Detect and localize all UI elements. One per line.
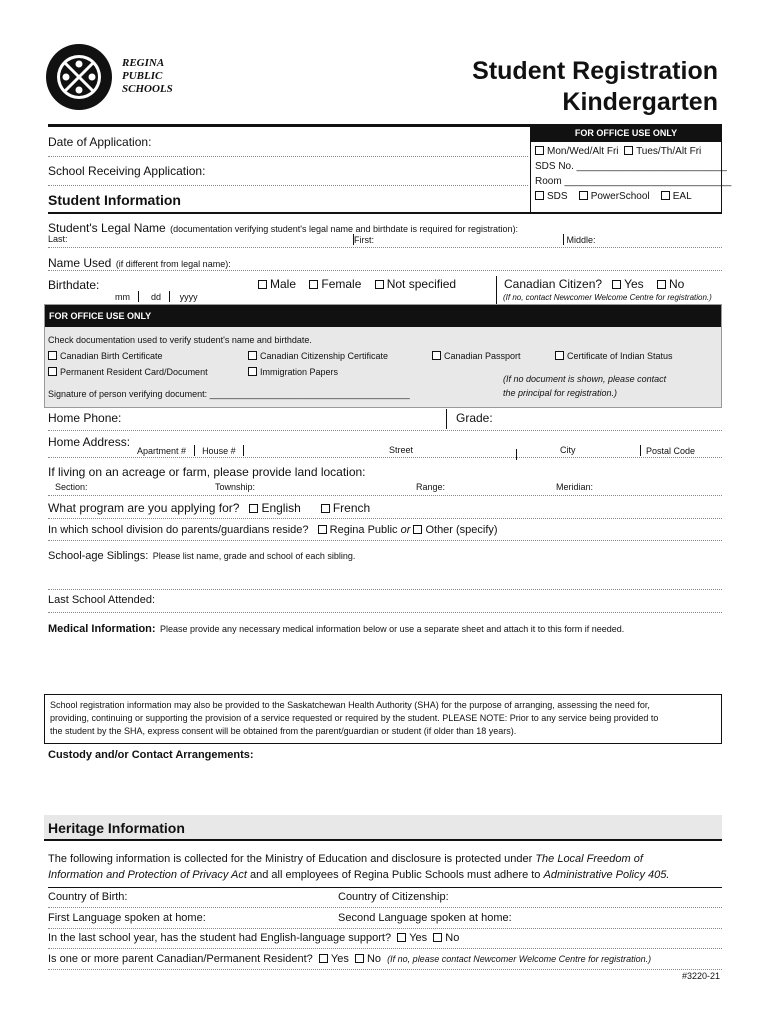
citizenship-cert-checkbox[interactable] [248, 351, 257, 360]
pr-card-label: Permanent Resident Card/Document [60, 367, 208, 377]
citizen-no-label: No [669, 277, 685, 291]
other-division-label: Other (specify) [425, 524, 498, 536]
female-label: Female [321, 277, 362, 291]
heritage-header [44, 815, 722, 841]
land-location-field[interactable] [48, 482, 722, 496]
heritage-paragraph [48, 851, 669, 883]
second-language-label[interactable]: Second Language spoken at home: [338, 912, 512, 924]
school-receiving-label: School Receiving Application: [48, 164, 206, 178]
org-line3: SCHOOLS [122, 83, 173, 95]
postal-label: Postal Code [646, 446, 696, 456]
student-info-rule [48, 212, 722, 214]
no-doc-line2: the principal for registration.) [503, 388, 618, 398]
student-info-heading: Student Information [48, 192, 181, 208]
citizen-question [504, 277, 684, 291]
passport-label: Canadian Passport [444, 351, 521, 361]
male-label: Male [270, 277, 297, 291]
not-specified-label: Not specified [386, 277, 457, 291]
acreage-label: If living on an acreage or farm, please provide land location: [48, 465, 366, 479]
range-label: Range: [416, 482, 446, 492]
township-label: Township: [215, 482, 256, 492]
ell-no-label: No [445, 932, 460, 944]
parent-note: (If no, please contact Newcomer Welcome Centre for registration.) [387, 954, 652, 964]
meridian-label: Meridian: [556, 482, 594, 492]
org-line2: PUBLIC [122, 70, 163, 82]
form-number: #3220-21 [681, 971, 720, 981]
sds-checkbox[interactable] [535, 191, 544, 200]
grade-label: Grade: [456, 411, 493, 425]
division-question: In which school division do parents/guardians reside? [48, 524, 309, 536]
sha-line1: School registration information may also be provided to the Saskatchewan Health Authority (SHA) for the purpose of arranging, assessing the need for, [50, 700, 650, 710]
parent-yes-checkbox[interactable] [319, 954, 328, 963]
male-checkbox[interactable] [258, 280, 267, 289]
city-label: City [560, 445, 576, 455]
birthdate-format[interactable] [115, 291, 198, 302]
first-name-label: First: [354, 235, 374, 245]
title-line1: Student Registration [472, 57, 718, 85]
program-question: What program are you applying for? [48, 501, 240, 515]
medical-field[interactable] [48, 619, 722, 689]
last-name-label: Last: [48, 234, 68, 244]
other-division-checkbox[interactable] [413, 525, 422, 534]
custody-field[interactable] [48, 749, 722, 809]
no-doc-note [503, 372, 666, 400]
heritage-rule [48, 887, 722, 888]
legal-name-note: (documentation verifying student's legal name and birthdate is required for registration): [170, 224, 519, 234]
school-receiving-field[interactable] [48, 164, 528, 186]
office-box-title: FOR OFFICE USE ONLY [531, 125, 721, 142]
date-of-application-label: Date of Application: [48, 135, 152, 149]
english-label: English [261, 501, 301, 515]
regina-public-label: Regina Public [329, 524, 398, 536]
ell-question: In the last school year, has the student had English-language support? [48, 932, 392, 944]
not-specified-checkbox[interactable] [375, 280, 384, 289]
program-row [48, 501, 722, 519]
powerschool-label: PowerSchool [590, 191, 650, 202]
page-title [472, 56, 718, 118]
mon-wed-checkbox[interactable] [535, 146, 544, 155]
home-phone-label: Home Phone: [48, 411, 122, 425]
logo-emblem-icon [44, 42, 114, 112]
mm-label: mm [115, 292, 130, 302]
immigration-checkbox[interactable] [248, 367, 257, 376]
room-field[interactable]: Room ______________________________ [535, 176, 732, 187]
birth-cert-checkbox[interactable] [48, 351, 57, 360]
sds-label: SDS [547, 191, 568, 202]
birth-cert-label: Canadian Birth Certificate [60, 351, 163, 361]
org-line1: REGINA [122, 57, 165, 69]
heritage-p2a: Information and Protection of Privacy Act [48, 869, 247, 881]
siblings-label: School-age Siblings: [48, 550, 149, 562]
french-checkbox[interactable] [321, 504, 330, 513]
citizen-label: Canadian Citizen? [504, 277, 603, 291]
heritage-p2b: and all employees of Regina Public Schools must adhere to [246, 869, 544, 881]
pr-card-checkbox[interactable] [48, 367, 57, 376]
legal-name-fields[interactable] [48, 234, 722, 248]
yyyy-label: yyyy [179, 292, 198, 302]
or-label: or [400, 524, 411, 536]
citizen-no-checkbox[interactable] [657, 280, 666, 289]
sha-line3: the student by the SHA, express consent will be obtained from the parent/guardian or student (if older than 18 years). [50, 726, 517, 736]
heritage-p1b: The Local Freedom of [535, 853, 643, 865]
gender-options [258, 277, 456, 291]
english-checkbox[interactable] [249, 504, 258, 513]
name-used-field[interactable] [48, 254, 722, 271]
date-of-application-field[interactable] [48, 135, 528, 157]
tues-th-label: Tues/Th/Alt Fri [636, 146, 702, 157]
home-phone-field[interactable] [48, 411, 722, 431]
powerschool-checkbox[interactable] [579, 191, 588, 200]
logo-org-name [122, 57, 173, 96]
first-language-label[interactable]: First Language spoken at home: [48, 912, 206, 924]
middle-name-label: Middle: [566, 235, 596, 245]
custody-label: Custody and/or Contact Arrangements: [48, 749, 254, 761]
country-row [48, 891, 722, 908]
tues-th-checkbox[interactable] [624, 146, 633, 155]
siblings-field[interactable] [48, 546, 722, 590]
house-label: House # [202, 446, 236, 456]
home-address-label: Home Address: [48, 435, 131, 449]
citizenship-cert-label: Canadian Citizenship Certificate [260, 351, 389, 361]
parent-no-label: No [366, 953, 382, 965]
doc-row-2 [48, 367, 339, 377]
sha-line2: providing, continuing or supporting the provision of a service requested or required by the student. PLEASE NOTE: Prior to any service being provided to [50, 713, 659, 723]
dd-label: dd [151, 292, 162, 302]
signature-field[interactable]: Signature of person verifying document: ________________________________________ [48, 389, 410, 399]
heritage-p2c: Administrative Policy 405. [543, 869, 670, 881]
title-line2: Kindergarten [562, 88, 718, 116]
office-docs-title: FOR OFFICE USE ONLY [45, 305, 721, 327]
language-row [48, 912, 722, 929]
citizen-yes-label: Yes [624, 277, 644, 291]
ell-no-checkbox[interactable] [433, 933, 442, 942]
legal-name-label: Student's Legal Name [48, 221, 166, 235]
citizen-note: (If no, contact Newcomer Welcome Centre for registration.) [503, 293, 712, 302]
name-used-note: (if different from legal name): [115, 259, 231, 269]
regina-public-checkbox[interactable] [318, 525, 327, 534]
parent-question: Is one or more parent Canadian/Permanent Resident? [48, 953, 313, 965]
eal-label: EAL [672, 191, 692, 202]
check-doc-text: Check documentation used to verify student's name and birthdate. [48, 335, 312, 345]
eal-checkbox[interactable] [661, 191, 670, 200]
street-label: Street [389, 445, 414, 455]
sha-notice [44, 694, 722, 744]
parent-row [48, 953, 722, 970]
division-row [48, 524, 722, 541]
no-doc-line1: (If no document is shown, please contact [503, 374, 667, 384]
indian-status-checkbox[interactable] [555, 351, 564, 360]
birthdate-label: Birthdate: [48, 278, 100, 292]
passport-checkbox[interactable] [432, 351, 441, 360]
medical-note: Please provide any necessary medical information below or use a separate sheet and attach it to this form if needed. [160, 624, 625, 634]
ell-row [48, 932, 722, 949]
name-used-label: Name Used [48, 256, 112, 270]
gender-divider [496, 276, 497, 304]
siblings-note: Please list name, grade and school of each sibling. [152, 551, 356, 561]
sds-no-field[interactable]: SDS No. ___________________________ [535, 161, 727, 172]
section-label: Section: [55, 482, 88, 492]
header-rule [48, 124, 530, 127]
heritage-p1a: The following information is collected for the Ministry of Education and disclosure is protected under [48, 853, 536, 865]
female-checkbox[interactable] [309, 280, 318, 289]
last-school-label: Last School Attended: [48, 594, 156, 606]
doc-row-1 [48, 351, 720, 361]
immigration-label: Immigration Papers [260, 367, 339, 377]
parent-no-checkbox[interactable] [355, 954, 364, 963]
ell-yes-checkbox[interactable] [397, 933, 406, 942]
country-birth-label[interactable]: Country of Birth: [48, 891, 128, 903]
parent-yes-label: Yes [330, 953, 349, 965]
mon-wed-label: Mon/Wed/Alt Fri [547, 146, 619, 157]
country-citizenship-label[interactable]: Country of Citizenship: [338, 891, 449, 903]
ell-yes-label: Yes [409, 932, 428, 944]
last-school-field[interactable] [48, 594, 722, 613]
apartment-label: Apartment # [137, 446, 187, 456]
heritage-heading: Heritage Information [48, 820, 185, 836]
grade-field[interactable] [456, 411, 493, 425]
citizen-yes-checkbox[interactable] [612, 280, 621, 289]
logo [44, 42, 114, 112]
indian-status-label: Certificate of Indian Status [567, 351, 673, 361]
medical-label: Medical Information: [48, 623, 156, 635]
french-label: French [332, 501, 371, 515]
home-address-field[interactable] [48, 433, 722, 458]
office-use-box [530, 124, 732, 214]
